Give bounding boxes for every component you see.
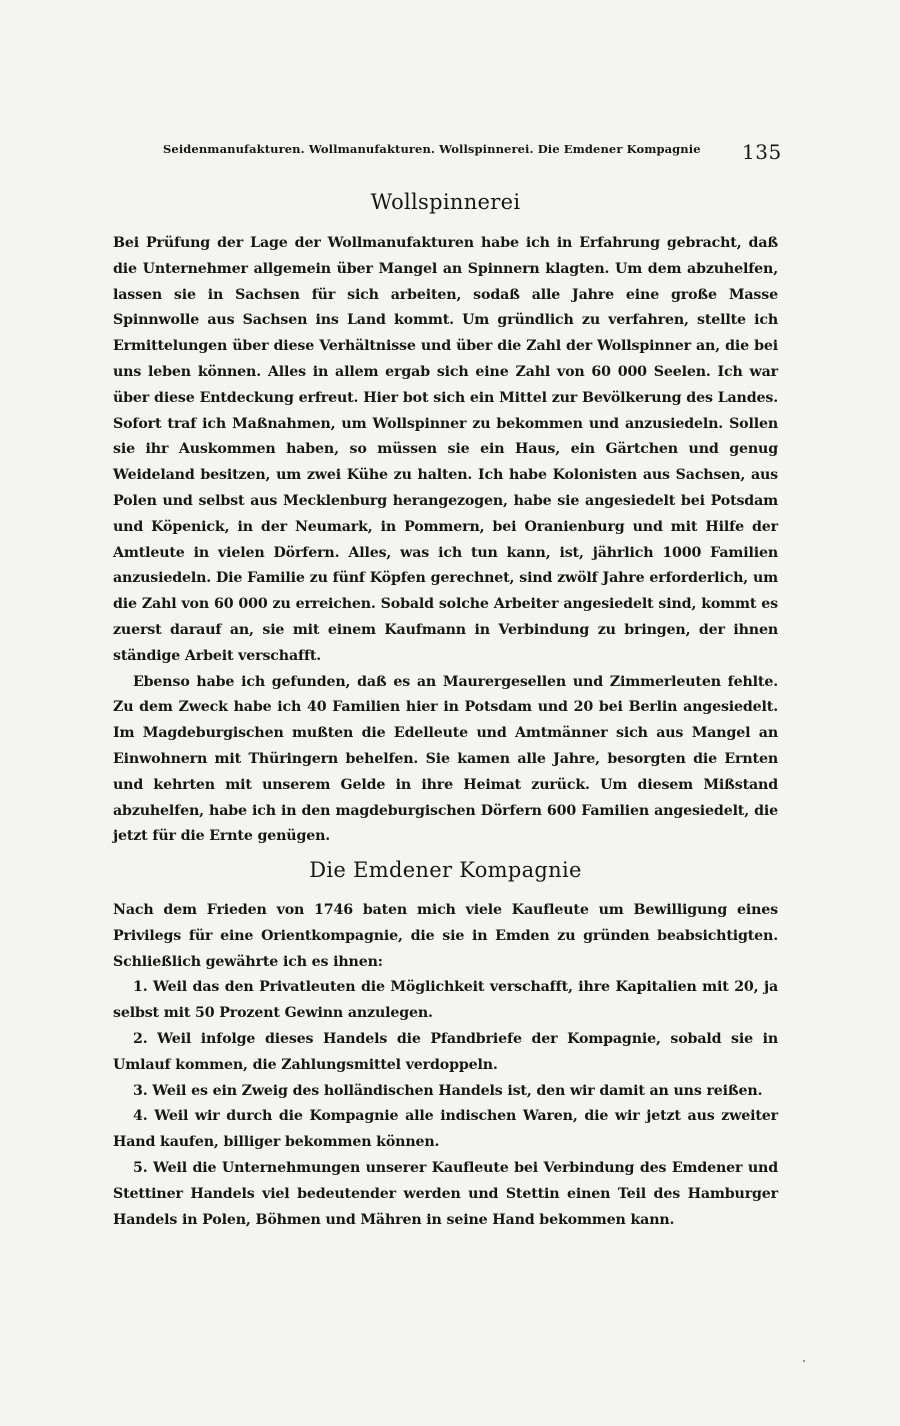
list-item: 2. Weil infolge dieses Handels die Pfandbriefe der Kompagnie, sobald sie in Umlauf kommen, die Zahlungsmittel verdoppeln. [113, 1030, 778, 1073]
paper-speck [803, 1360, 805, 1362]
section-wollspinnerei [113, 182, 778, 850]
running-head: Seidenmanufakturen. Wollmanufakturen. Wollspinnerei. Die Emdener Kompagnie [163, 142, 701, 156]
paragraph: Bei Prüfung der Lage der Wollmanufakturen habe ich in Erfahrung gebracht, daß die Unternehmer allgemein über Mangel an Spinnern klagten. Um dem abzuhelfen, lassen sie in Sachsen für sich arbeiten, sodaß alle Jahre eine große Masse Spinnwolle aus Sachsen ins Land kommt. Um gründlich zu verfahren, stellte ich Ermittelungen über diese Verhältnisse und über die Zahl der Wollspinner an, die bei uns leben können. Alles in allem ergab sich eine Zahl von 60 000 Seelen. Ich war über diese Entdeckung erfreut. Hier bot sich ein Mittel zur Bevölkerung des Landes. Sofort traf ich Maßnahmen, um Wollspinner zu bekommen und anzusiedeln. Sollen sie ihr Auskommen haben, so müssen sie ein Haus, ein Gärtchen und genug Weideland besitzen, um zwei Kühe zu halten. Ich habe Kolonisten aus Sachsen, aus Polen und selbst aus Mecklenburg herangezogen, habe sie angesiedelt bei Potsdam und Köpenick, in der Neumark, in Pommern, bei Oranienburg und mit Hilfe der Amtleute in vielen Dörfern. Alles, was ich tun kann, ist, jährlich 1000 Familien anzusiedeln. Die Familie zu fünf Köpfen gerechnet, sind zwölf Jahre erforderlich, um die Zahl von 60 000 zu erreichen. Sobald solche Arbeiter angesiedelt sind, kommt es zuerst darauf an, sie mit einem Kaufmann in Verbindung zu bringen, der ihnen ständige Arbeit verschafft. [113, 235, 778, 664]
section-emdener-kompagnie [113, 850, 778, 1233]
paragraph: Nach dem Frieden von 1746 baten mich viele Kaufleute um Bewilligung eines Privilegs für eine Orientkompagnie, die sie in Emden zu gründen beabsichtigten. Schließlich gewährte ich es ihnen: [113, 902, 778, 970]
section-title: Wollspinnerei [370, 190, 521, 214]
page-number: 135 [742, 140, 782, 164]
list-item: 5. Weil die Unternehmungen unserer Kaufleute bei Verbindung des Emdener und Stettiner Handels viel bedeutender werden und Stettin einen Teil des Hamburger Handels in Polen, Böhmen und Mähren in seine Hand bekommen kann. [113, 1159, 778, 1228]
list-item: 3. Weil es ein Zweig des holländischen Handels ist, den wir damit an uns reißen. [133, 1082, 763, 1099]
section-title: Die Emdener Kompagnie [309, 858, 582, 882]
list-item: 4. Weil wir durch die Kompagnie alle indischen Waren, die wir jetzt aus zweiter Hand kaufen, billiger bekommen können. [113, 1108, 778, 1151]
list-item: 1. Weil das den Privatleuten die Möglichkeit verschafft, ihre Kapitalien mit 20, ja selbst mit 50 Prozent Gewinn anzulegen. [113, 979, 778, 1022]
paragraph: Ebenso habe ich gefunden, daß es an Maurergesellen und Zimmerleuten fehlte. Zu dem Zweck habe ich 40 Familien hier in Potsdam und 20 bei Berlin angesiedelt. Im Magdeburgischen mußten die Edelleute und Amtmänner sich aus Mangel an Einwohnern mit Thüringern behelfen. Sie kamen alle Jahre, besorgten die Ernten und kehrten mit unserem Gelde in ihre Heimat zurück. Um diesem Mißstand abzuhelfen, habe ich in den magdeburgischen Dörfern 600 Familien angesiedelt, die jetzt für die Ernte genügen. [113, 673, 778, 845]
